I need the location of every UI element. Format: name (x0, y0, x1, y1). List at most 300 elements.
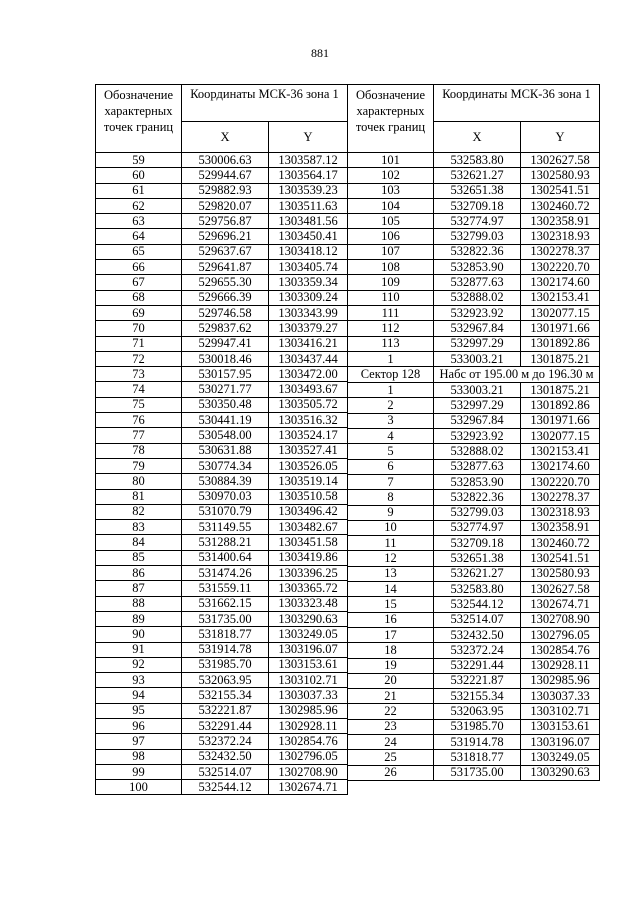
x-header: X (434, 122, 521, 153)
y-coordinate: 1303481.56 (269, 214, 348, 229)
x-coordinate: 532888.02 (434, 444, 521, 459)
y-coordinate: 1303482.67 (269, 520, 348, 535)
x-coordinate: 532923.92 (434, 429, 521, 444)
x-coordinate: 532967.84 (434, 413, 521, 428)
x-coordinate: 532822.36 (434, 244, 521, 259)
table-row (96, 673, 348, 688)
sector-description: Набс от 195.00 м до 196.30 м (434, 367, 600, 383)
point-number: 63 (96, 214, 182, 229)
y-coordinate: 1302928.11 (269, 718, 348, 733)
table-row (96, 428, 348, 443)
table-row (96, 229, 348, 244)
x-coordinate: 532621.27 (434, 566, 521, 581)
point-number: 84 (96, 535, 182, 550)
x-coordinate: 532221.87 (182, 703, 269, 718)
point-number: 102 (348, 168, 434, 183)
x-coordinate: 532997.29 (434, 336, 521, 351)
y-coordinate: 1302318.93 (521, 229, 600, 244)
x-coordinate: 532997.29 (434, 398, 521, 413)
table-row (348, 275, 600, 290)
x-coordinate: 531735.00 (182, 611, 269, 626)
y-coordinate: 1302708.90 (269, 764, 348, 779)
table-row (348, 168, 600, 183)
y-coordinate: 1303379.27 (269, 321, 348, 336)
x-coordinate: 530350.48 (182, 397, 269, 412)
table-row (348, 643, 600, 658)
point-number: 68 (96, 290, 182, 305)
table-row (96, 336, 348, 351)
point-number: 73 (96, 367, 182, 382)
x-coordinate: 532372.24 (182, 734, 269, 749)
point-number: 11 (348, 536, 434, 551)
y-coordinate: 1302627.58 (521, 582, 600, 597)
x-coordinate: 532432.50 (434, 627, 521, 642)
point-number: 74 (96, 382, 182, 397)
x-coordinate: 532709.18 (434, 536, 521, 551)
x-coordinate: 532432.50 (182, 749, 269, 764)
y-coordinate: 1302460.72 (521, 198, 600, 213)
table-row (96, 275, 348, 290)
table-row (96, 244, 348, 259)
y-coordinate: 1303037.33 (269, 688, 348, 703)
table-row (96, 489, 348, 504)
x-coordinate: 533003.21 (434, 383, 521, 398)
point-number: 85 (96, 550, 182, 565)
point-number: 21 (348, 689, 434, 704)
y-coordinate: 1303359.34 (269, 275, 348, 290)
x-coordinate: 533003.21 (434, 351, 521, 366)
y-coordinate: 1303418.12 (269, 244, 348, 259)
x-coordinate: 532514.07 (182, 764, 269, 779)
table-row (96, 657, 348, 672)
x-coordinate: 532291.44 (434, 658, 521, 673)
x-coordinate: 532063.95 (434, 704, 521, 719)
point-number: 1 (348, 383, 434, 398)
x-coordinate: 530018.46 (182, 351, 269, 366)
x-coordinate: 531474.26 (182, 566, 269, 581)
y-coordinate: 1302278.37 (521, 490, 600, 505)
point-number: 9 (348, 505, 434, 520)
x-coordinate: 532774.97 (434, 214, 521, 229)
point-number: 87 (96, 581, 182, 596)
coordinates-header: Координаты МСК-36 зона 1 (434, 85, 600, 122)
point-number: 24 (348, 734, 434, 749)
point-number: 10 (348, 520, 434, 535)
x-coordinate: 531070.79 (182, 504, 269, 519)
y-coordinate: 1302220.70 (521, 260, 600, 275)
y-coordinate: 1303450.41 (269, 229, 348, 244)
table-row (96, 550, 348, 565)
point-number: 78 (96, 443, 182, 458)
coordinates-table-right (347, 84, 600, 781)
y-coordinate: 1303290.63 (269, 611, 348, 626)
table-row (96, 183, 348, 198)
x-coordinate: 532923.92 (434, 305, 521, 320)
point-number: 113 (348, 336, 434, 351)
x-coordinate: 531149.55 (182, 520, 269, 535)
table-row (348, 734, 600, 749)
x-coordinate: 531559.11 (182, 581, 269, 596)
y-coordinate: 1302674.71 (521, 597, 600, 612)
x-coordinate: 531985.70 (434, 719, 521, 734)
table-row (348, 612, 600, 627)
table-row (348, 505, 600, 520)
point-number: 109 (348, 275, 434, 290)
table-row (96, 458, 348, 473)
y-coordinate: 1303309.24 (269, 290, 348, 305)
y-coordinate: 1303102.71 (521, 704, 600, 719)
point-number: 82 (96, 504, 182, 519)
point-number: 101 (348, 153, 434, 168)
table-row (348, 198, 600, 213)
x-coordinate: 532853.90 (434, 260, 521, 275)
table-row (348, 336, 600, 351)
x-coordinate: 532291.44 (182, 718, 269, 733)
table-row (348, 551, 600, 566)
y-coordinate: 1302854.76 (521, 643, 600, 658)
x-coordinate: 531400.64 (182, 550, 269, 565)
x-coordinate: 531985.70 (182, 657, 269, 672)
point-number: 86 (96, 566, 182, 581)
table-row (348, 290, 600, 305)
y-coordinate: 1302854.76 (269, 734, 348, 749)
x-coordinate: 532514.07 (434, 612, 521, 627)
table-row (348, 244, 600, 259)
point-number: 76 (96, 413, 182, 428)
point-number: 26 (348, 765, 434, 780)
point-number: 3 (348, 413, 434, 428)
point-number: 13 (348, 566, 434, 581)
x-coordinate: 532372.24 (434, 643, 521, 658)
x-coordinate: 532544.12 (434, 597, 521, 612)
point-number: 105 (348, 214, 434, 229)
point-number: 14 (348, 582, 434, 597)
y-header: Y (269, 122, 348, 153)
table-row (96, 566, 348, 581)
table-row (96, 260, 348, 275)
x-coordinate: 531288.21 (182, 535, 269, 550)
y-coordinate: 1302541.51 (521, 183, 600, 198)
y-header: Y (521, 122, 600, 153)
y-coordinate: 1302358.91 (521, 214, 600, 229)
table-row (96, 688, 348, 703)
point-label-header: Обозначение характерных точек границ (96, 85, 182, 153)
table-row (348, 459, 600, 474)
coordinates-table-left (95, 84, 348, 795)
x-coordinate: 530970.03 (182, 489, 269, 504)
table-row (348, 750, 600, 765)
table-row (96, 413, 348, 428)
point-number: 104 (348, 198, 434, 213)
point-number: 112 (348, 321, 434, 336)
y-coordinate: 1301892.86 (521, 398, 600, 413)
y-coordinate: 1302985.96 (269, 703, 348, 718)
y-coordinate: 1302674.71 (269, 780, 348, 795)
point-number: 22 (348, 704, 434, 719)
y-coordinate: 1302580.93 (521, 566, 600, 581)
y-coordinate: 1303290.63 (521, 765, 600, 780)
point-number: 77 (96, 428, 182, 443)
point-number: 18 (348, 643, 434, 658)
table-row (348, 536, 600, 551)
table-row (96, 535, 348, 550)
x-coordinate: 529641.87 (182, 260, 269, 275)
point-number: 65 (96, 244, 182, 259)
table-row (348, 153, 600, 168)
table-row (96, 703, 348, 718)
x-coordinate: 530884.39 (182, 474, 269, 489)
table-row (96, 382, 348, 397)
x-coordinate: 531914.78 (182, 642, 269, 657)
x-coordinate: 529666.39 (182, 290, 269, 305)
x-coordinate: 532063.95 (182, 673, 269, 688)
y-coordinate: 1303249.05 (269, 627, 348, 642)
table-row (348, 673, 600, 688)
x-coordinate: 529947.41 (182, 336, 269, 351)
y-coordinate: 1303419.86 (269, 550, 348, 565)
x-coordinate: 532155.34 (434, 689, 521, 704)
table-row (348, 490, 600, 505)
x-coordinate: 532621.27 (434, 168, 521, 183)
x-coordinate: 532221.87 (434, 673, 521, 688)
y-coordinate: 1303437.44 (269, 351, 348, 366)
y-coordinate: 1303472.00 (269, 367, 348, 382)
x-coordinate: 532583.80 (434, 153, 521, 168)
point-number: 6 (348, 459, 434, 474)
point-number: 19 (348, 658, 434, 673)
point-number: 93 (96, 673, 182, 688)
point-number: 95 (96, 703, 182, 718)
y-coordinate: 1303396.25 (269, 566, 348, 581)
point-number: 8 (348, 490, 434, 505)
point-number: 97 (96, 734, 182, 749)
y-coordinate: 1301892.86 (521, 336, 600, 351)
y-coordinate: 1301971.66 (521, 321, 600, 336)
point-number: 71 (96, 336, 182, 351)
y-coordinate: 1302077.15 (521, 305, 600, 320)
point-number: 96 (96, 718, 182, 733)
y-coordinate: 1303524.17 (269, 428, 348, 443)
point-number: 83 (96, 520, 182, 535)
point-number: 61 (96, 183, 182, 198)
point-number: 72 (96, 351, 182, 366)
table-row (96, 321, 348, 336)
table-row (348, 305, 600, 320)
table-row (96, 504, 348, 519)
table-row (348, 765, 600, 780)
y-coordinate: 1303037.33 (521, 689, 600, 704)
y-coordinate: 1302627.58 (521, 153, 600, 168)
table-row (348, 229, 600, 244)
point-number: 1 (348, 351, 434, 366)
x-coordinate: 532583.80 (434, 582, 521, 597)
y-coordinate: 1302460.72 (521, 536, 600, 551)
y-coordinate: 1303516.32 (269, 413, 348, 428)
table-row (96, 520, 348, 535)
x-coordinate: 530157.95 (182, 367, 269, 382)
table-row (348, 627, 600, 642)
point-label-header: Обозначение характерных точек границ (348, 85, 434, 153)
x-coordinate: 532155.34 (182, 688, 269, 703)
table-row (96, 627, 348, 642)
table-row (348, 351, 600, 366)
point-number: 15 (348, 597, 434, 612)
table-row (348, 214, 600, 229)
y-coordinate: 1302278.37 (521, 244, 600, 259)
y-coordinate: 1302708.90 (521, 612, 600, 627)
x-coordinate: 532877.63 (434, 459, 521, 474)
y-coordinate: 1303587.12 (269, 153, 348, 168)
y-coordinate: 1303511.63 (269, 198, 348, 213)
point-number: 92 (96, 657, 182, 672)
point-number: 81 (96, 489, 182, 504)
x-coordinate: 532774.97 (434, 520, 521, 535)
y-coordinate: 1303451.58 (269, 535, 348, 550)
y-coordinate: 1303493.67 (269, 382, 348, 397)
table-row (96, 596, 348, 611)
y-coordinate: 1302153.41 (521, 444, 600, 459)
y-coordinate: 1302318.93 (521, 505, 600, 520)
point-number: 103 (348, 183, 434, 198)
y-coordinate: 1302174.60 (521, 275, 600, 290)
table-row (348, 704, 600, 719)
point-number: 59 (96, 153, 182, 168)
point-number: 89 (96, 611, 182, 626)
y-coordinate: 1302928.11 (521, 658, 600, 673)
point-number: 12 (348, 551, 434, 566)
y-coordinate: 1303196.07 (521, 734, 600, 749)
y-coordinate: 1303365.72 (269, 581, 348, 596)
table-row (96, 367, 348, 382)
y-coordinate: 1302153.41 (521, 290, 600, 305)
y-coordinate: 1302796.05 (269, 749, 348, 764)
point-number: 69 (96, 305, 182, 320)
x-coordinate: 532651.38 (434, 551, 521, 566)
table-row (348, 719, 600, 734)
coordinates-header: Координаты МСК-36 зона 1 (182, 85, 348, 122)
y-coordinate: 1303527.41 (269, 443, 348, 458)
y-coordinate: 1301875.21 (521, 351, 600, 366)
point-number: 4 (348, 429, 434, 444)
point-number: 20 (348, 673, 434, 688)
point-number: 60 (96, 168, 182, 183)
table-row (348, 398, 600, 413)
point-number: 91 (96, 642, 182, 657)
point-number: 90 (96, 627, 182, 642)
page-number: 881 (311, 46, 329, 60)
sector-row (348, 367, 600, 383)
y-coordinate: 1303102.71 (269, 673, 348, 688)
table-row (96, 397, 348, 412)
point-number: 94 (96, 688, 182, 703)
x-coordinate: 532544.12 (182, 780, 269, 795)
point-number: 62 (96, 198, 182, 213)
y-coordinate: 1303153.61 (521, 719, 600, 734)
x-coordinate: 530441.19 (182, 413, 269, 428)
x-coordinate: 532967.84 (434, 321, 521, 336)
table-row (348, 383, 600, 398)
x-coordinate: 532709.18 (434, 198, 521, 213)
table-row (348, 520, 600, 535)
table-row (96, 290, 348, 305)
x-coordinate: 532799.03 (434, 505, 521, 520)
x-coordinate: 529756.87 (182, 214, 269, 229)
table-row (96, 749, 348, 764)
y-coordinate: 1303510.58 (269, 489, 348, 504)
table-row (348, 566, 600, 581)
point-number: 100 (96, 780, 182, 795)
x-coordinate: 531818.77 (182, 627, 269, 642)
table-row (348, 444, 600, 459)
point-number: 107 (348, 244, 434, 259)
table-row (348, 413, 600, 428)
table-row (96, 764, 348, 779)
x-coordinate: 532651.38 (434, 183, 521, 198)
table-row (348, 321, 600, 336)
table-row (348, 429, 600, 444)
y-coordinate: 1303196.07 (269, 642, 348, 657)
table-row (96, 718, 348, 733)
y-coordinate: 1303343.99 (269, 305, 348, 320)
point-number: 75 (96, 397, 182, 412)
point-number: 2 (348, 398, 434, 413)
y-coordinate: 1301971.66 (521, 413, 600, 428)
x-coordinate: 532799.03 (434, 229, 521, 244)
x-coordinate: 529837.62 (182, 321, 269, 336)
y-coordinate: 1302174.60 (521, 459, 600, 474)
table-row (348, 582, 600, 597)
x-coordinate: 529655.30 (182, 275, 269, 290)
x-coordinate: 532877.63 (434, 275, 521, 290)
x-coordinate: 529746.58 (182, 305, 269, 320)
point-number: 80 (96, 474, 182, 489)
table-row (96, 581, 348, 596)
y-coordinate: 1303519.14 (269, 474, 348, 489)
y-coordinate: 1303564.17 (269, 168, 348, 183)
table-row (96, 611, 348, 626)
point-number: 16 (348, 612, 434, 627)
point-number: 111 (348, 305, 434, 320)
point-number: 98 (96, 749, 182, 764)
x-coordinate: 532853.90 (434, 474, 521, 489)
point-number: 17 (348, 627, 434, 642)
x-coordinate: 529944.67 (182, 168, 269, 183)
y-coordinate: 1302077.15 (521, 429, 600, 444)
x-coordinate: 530631.88 (182, 443, 269, 458)
point-number: 67 (96, 275, 182, 290)
table-row (96, 474, 348, 489)
point-number: 106 (348, 229, 434, 244)
table-row (348, 260, 600, 275)
sector-label: Сектор 128 (348, 367, 434, 383)
x-coordinate: 529696.21 (182, 229, 269, 244)
x-coordinate: 532888.02 (434, 290, 521, 305)
table-row (96, 351, 348, 366)
table-row (96, 642, 348, 657)
table-row (348, 658, 600, 673)
point-number: 79 (96, 458, 182, 473)
table-row (96, 734, 348, 749)
x-header: X (182, 122, 269, 153)
point-number: 5 (348, 444, 434, 459)
x-coordinate: 530271.77 (182, 382, 269, 397)
x-coordinate: 529637.67 (182, 244, 269, 259)
point-number: 108 (348, 260, 434, 275)
table-row (96, 198, 348, 213)
y-coordinate: 1303416.21 (269, 336, 348, 351)
point-number: 110 (348, 290, 434, 305)
y-coordinate: 1303526.05 (269, 458, 348, 473)
